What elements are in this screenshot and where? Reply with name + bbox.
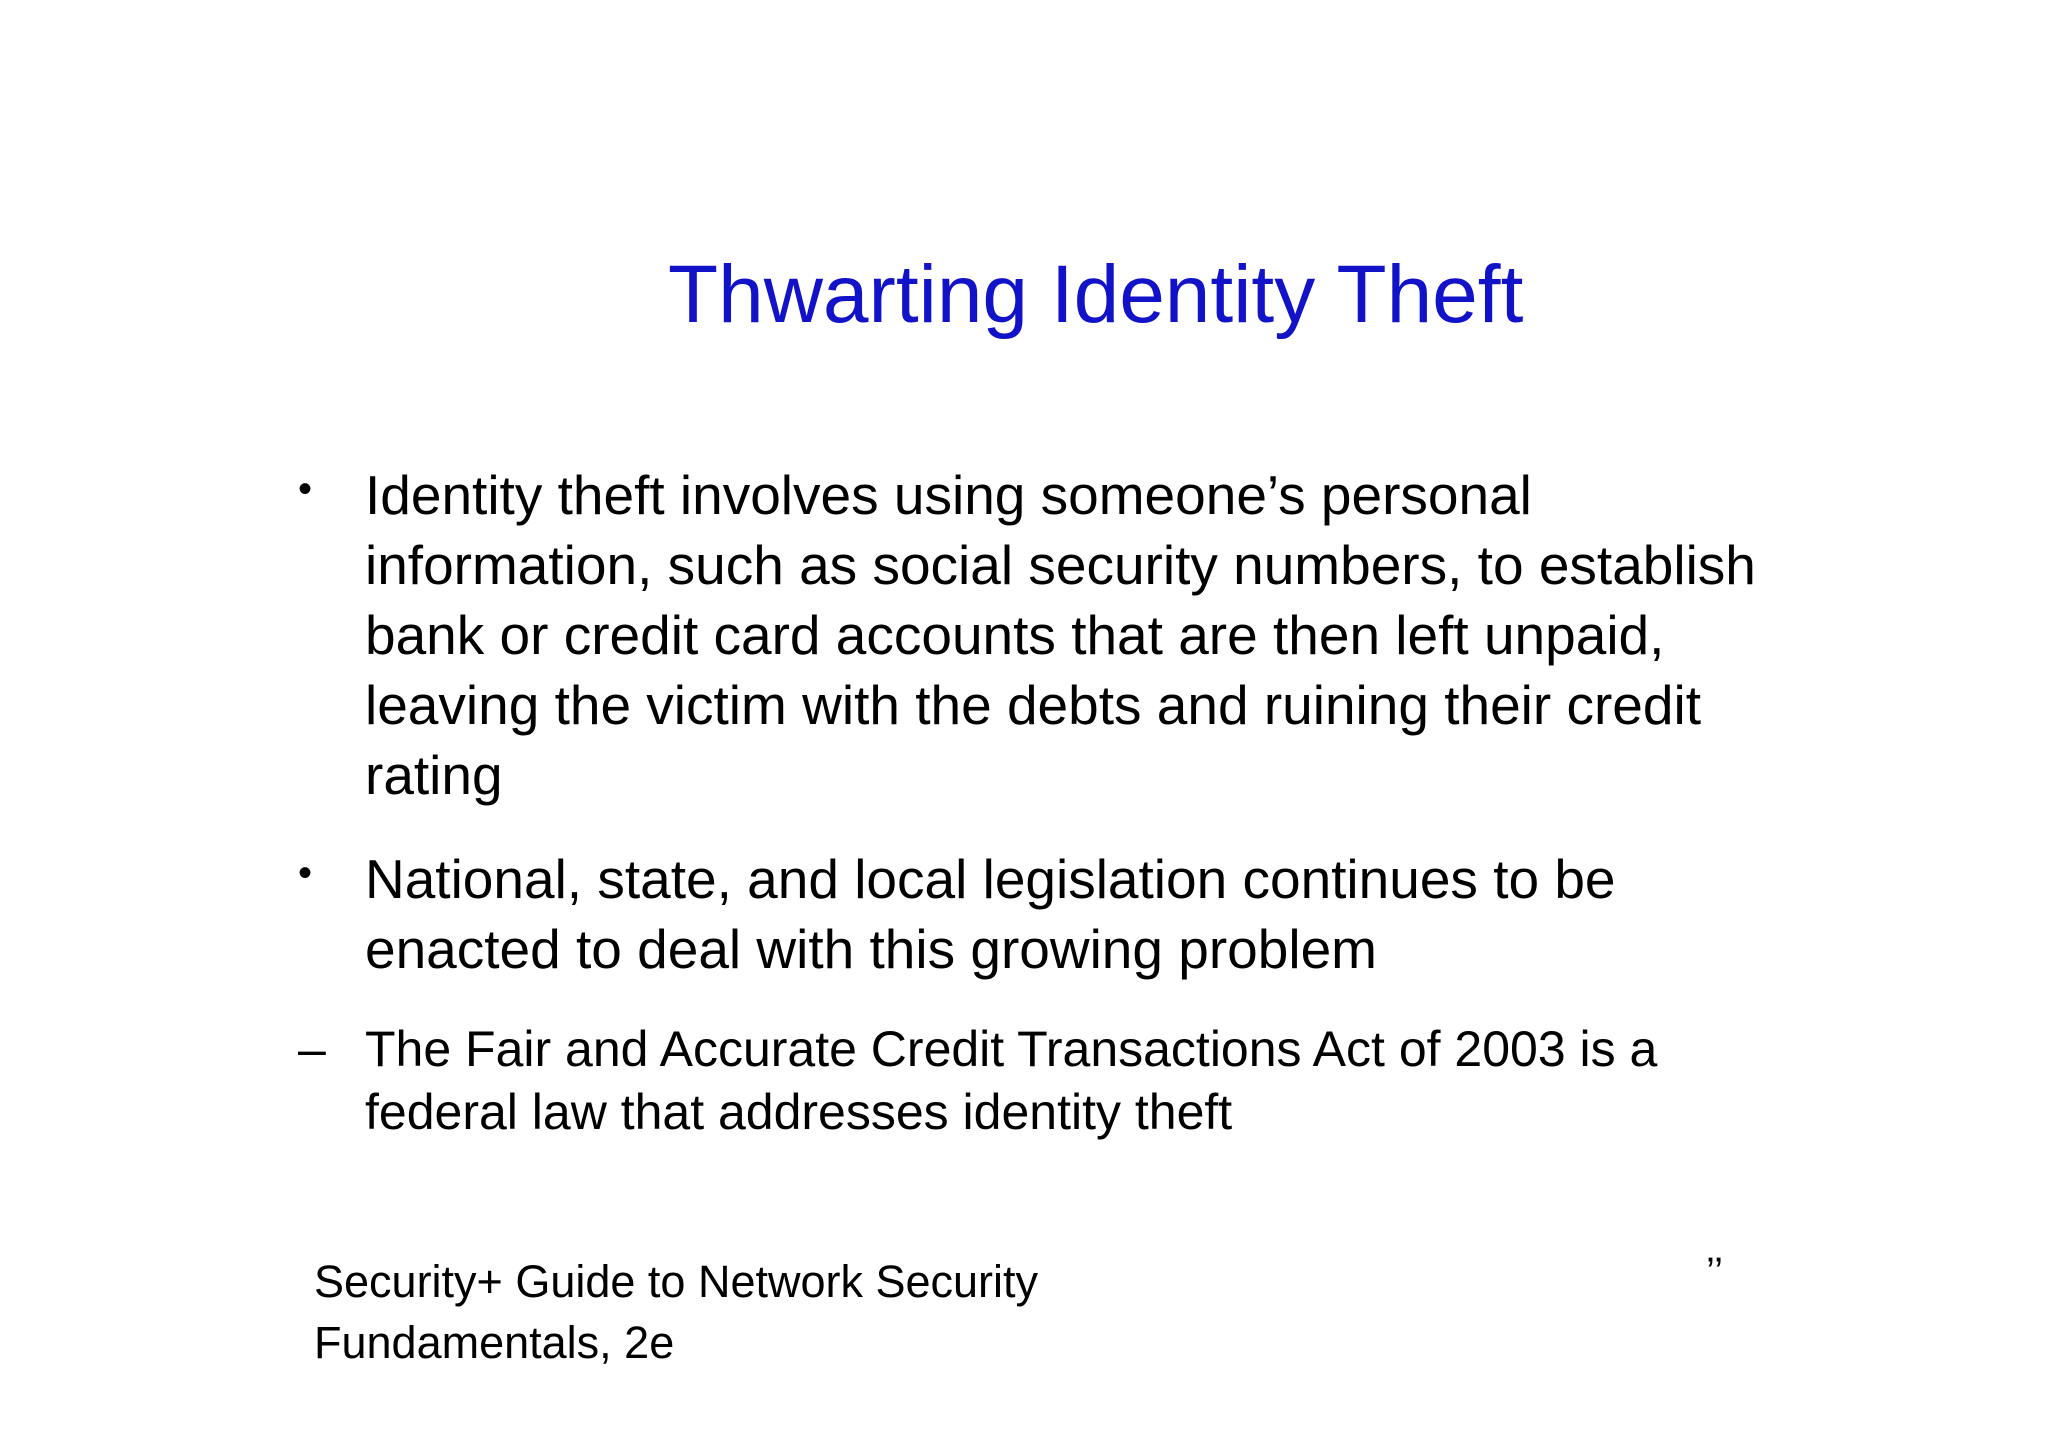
bullet-marker: •: [298, 851, 313, 895]
slide-body: [298, 460, 1778, 1144]
dash-marker: –: [298, 1021, 326, 1077]
footer-quote-mark: ’’: [1706, 1250, 1724, 1294]
sub-item: [298, 1018, 1778, 1144]
slide-footer: [314, 1251, 1038, 1373]
bullet-text: Identity theft involves using someone’s personal information, such as social security numbers, to establish bank or credit card accounts that are then left unpaid, leaving the victim with the debts and ruining their credit rating: [365, 464, 1756, 806]
bullet-item: [298, 844, 1778, 984]
footer-line-2: Fundamentals, 2e: [314, 1317, 675, 1368]
bullet-item: [298, 460, 1778, 810]
bullet-marker: •: [298, 467, 313, 511]
slide-title: Thwarting Identity Theft: [668, 249, 1524, 340]
sub-item-text: The Fair and Accurate Credit Transactions Act of 2003 is a federal law that addresses identity theft: [365, 1021, 1658, 1140]
bullet-text: National, state, and local legislation continues to be enacted to deal with this growing problem: [365, 848, 1616, 980]
footer-line-1: Security+ Guide to Network Security: [314, 1256, 1039, 1307]
